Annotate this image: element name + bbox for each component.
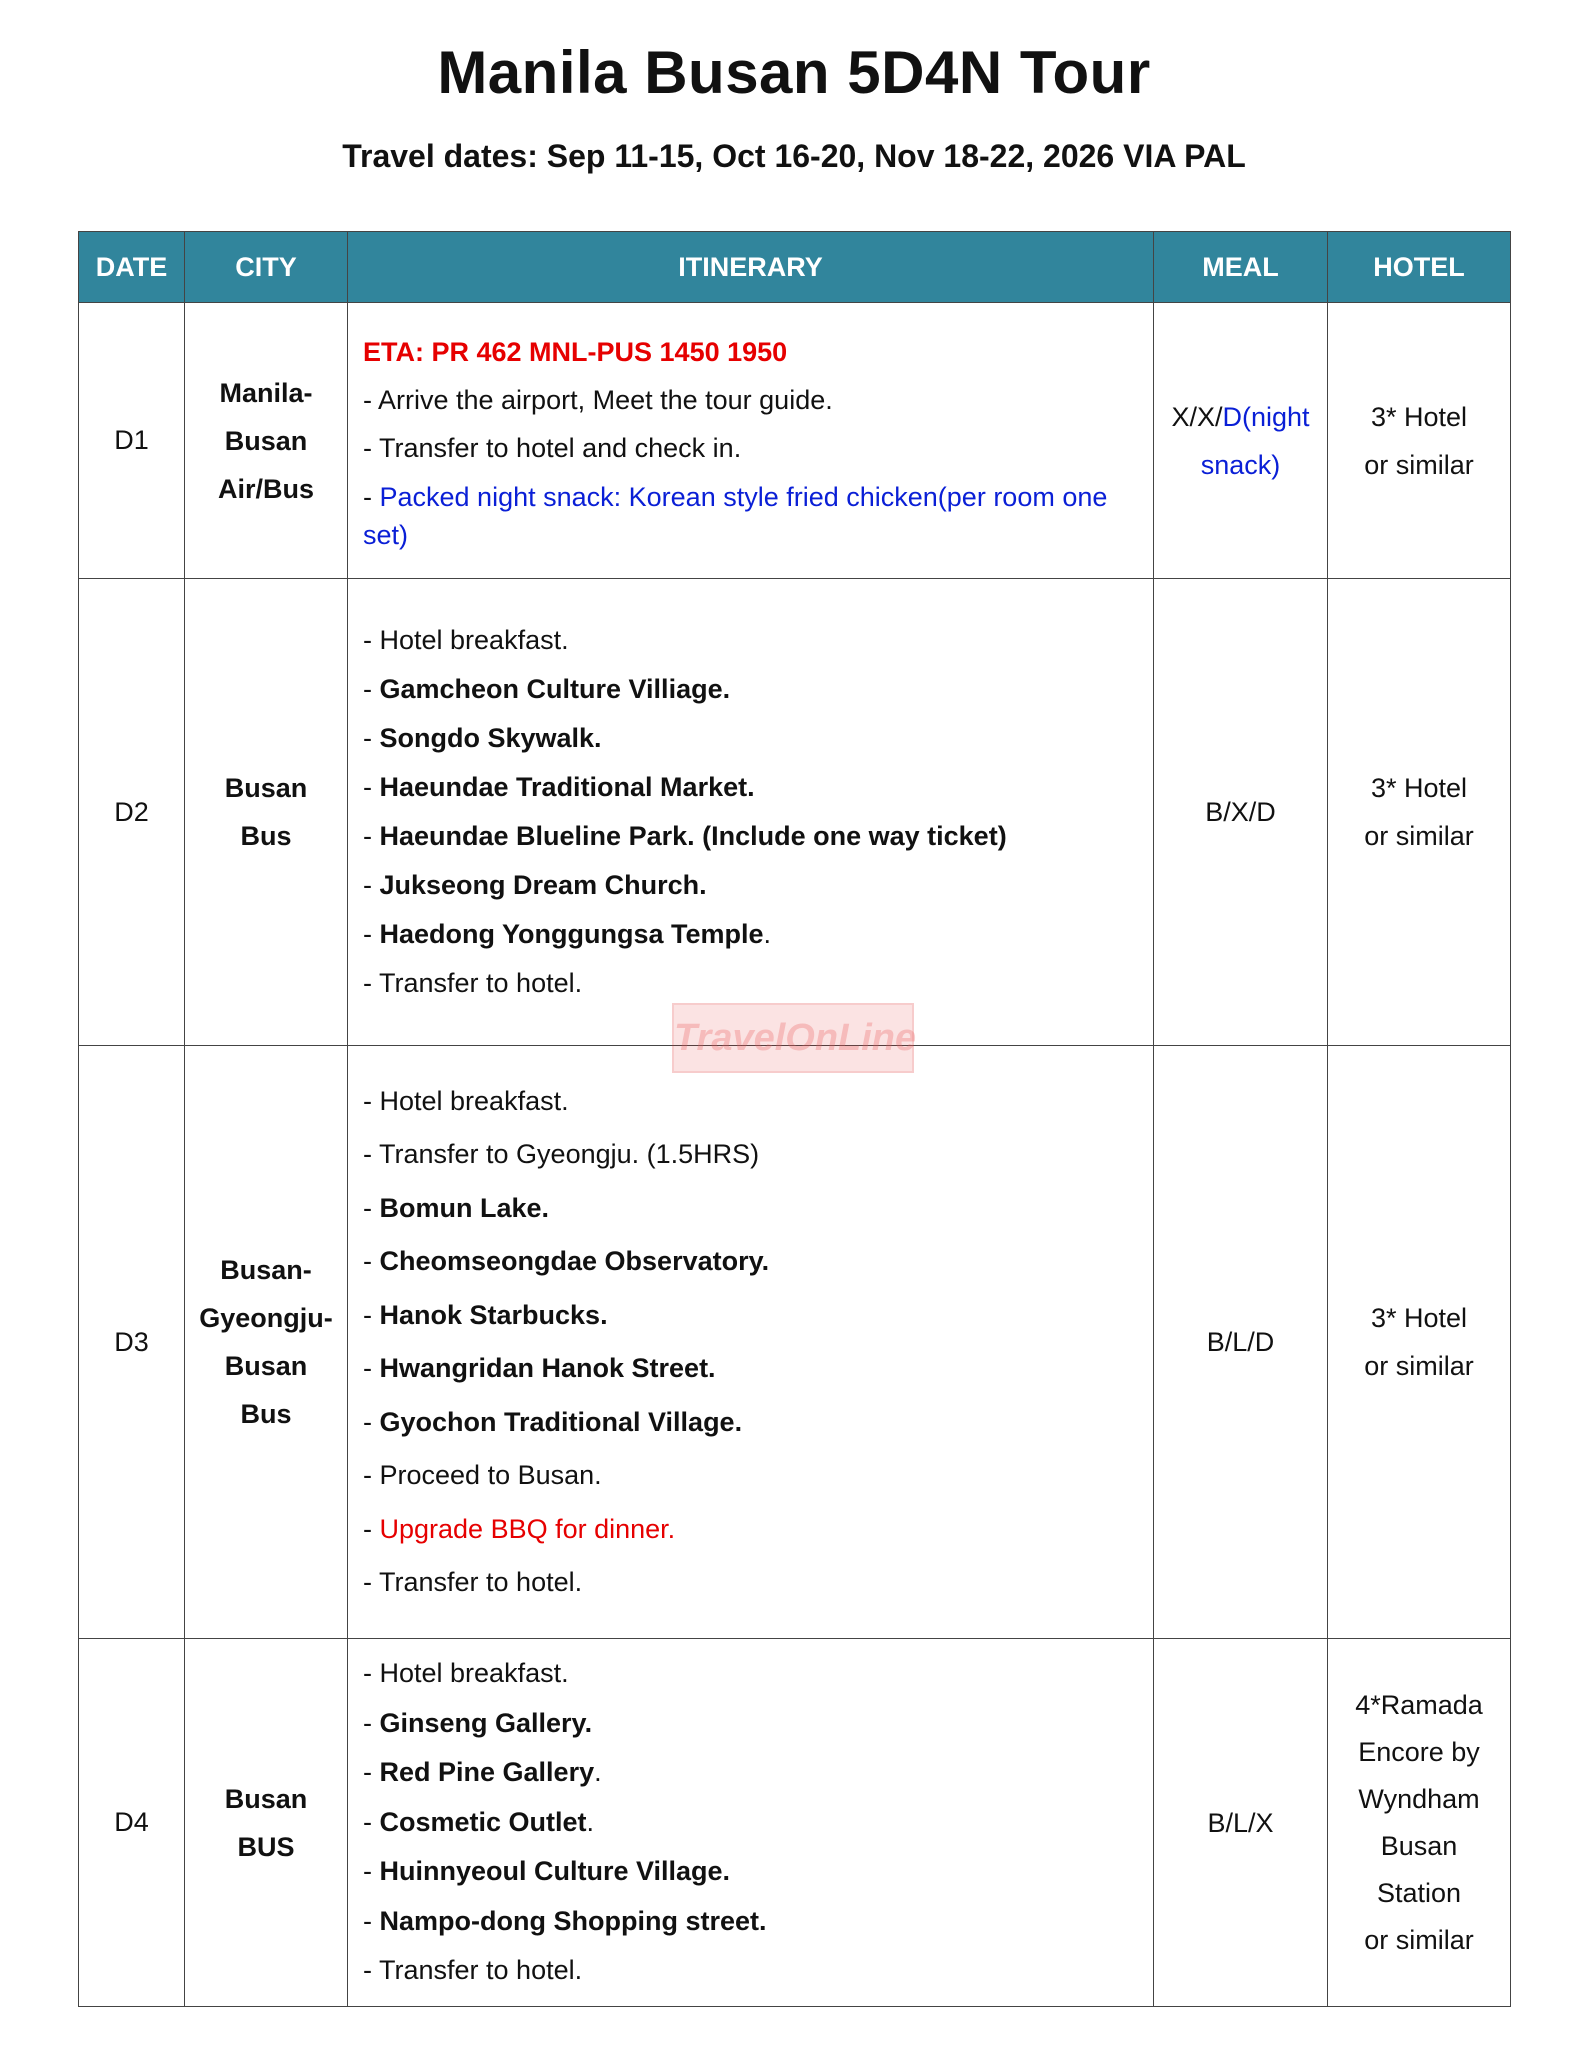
itinerary-item: - Cheomseongdae Observatory. bbox=[363, 1246, 770, 1276]
flight-info: ETA: PR 462 MNL-PUS 1450 1950 bbox=[363, 336, 788, 367]
city-line: Air/Bus bbox=[217, 473, 315, 504]
city-cell bbox=[185, 579, 348, 1046]
itinerary-cell bbox=[348, 303, 1154, 579]
city-line: Busan bbox=[224, 1351, 308, 1381]
hotel-cell bbox=[1328, 1046, 1511, 1639]
meal-cell: B/L/X bbox=[1154, 1639, 1328, 2007]
table-row bbox=[79, 1046, 1511, 1639]
table-row bbox=[79, 579, 1511, 1046]
day-cell: D1 bbox=[79, 303, 185, 579]
city-line: Busan bbox=[224, 773, 308, 803]
itinerary-cell bbox=[348, 1046, 1154, 1639]
table-row bbox=[79, 1639, 1511, 2007]
itinerary-item: - Haedong Yonggungsa Temple. bbox=[363, 919, 772, 949]
city-cell bbox=[185, 1046, 348, 1639]
hotel-line: Busan bbox=[1380, 1830, 1458, 1861]
itinerary-item: - Cosmetic Outlet. bbox=[363, 1806, 595, 1837]
hotel-line: 4*Ramada bbox=[1355, 1689, 1483, 1720]
hotel-cell bbox=[1328, 1639, 1511, 2007]
itinerary-table bbox=[78, 231, 1511, 2007]
itinerary-item: - Transfer to hotel. bbox=[363, 1567, 583, 1597]
itinerary-item: - Haeundae Traditional Market. bbox=[363, 772, 755, 802]
city-line: Busan- bbox=[220, 1255, 312, 1285]
itinerary-item: - Arrive the airport, Meet the tour guide. bbox=[363, 384, 833, 415]
city-line: Manila- bbox=[219, 377, 313, 408]
itinerary-item: - Hotel breakfast. bbox=[363, 625, 569, 655]
itinerary-item: - Gyochon Traditional Village. bbox=[363, 1406, 743, 1437]
day-cell: D2 bbox=[79, 579, 185, 1046]
meal-highlight: D(night snack) bbox=[1200, 401, 1310, 480]
city-cell bbox=[185, 1639, 348, 2007]
itinerary-item: - Hwangridan Hanok Street. bbox=[363, 1353, 716, 1383]
hotel-line: 3* Hotel bbox=[1370, 401, 1468, 432]
night-snack-note: Packed night snack: Korean style fried chicken(per room one set) bbox=[363, 481, 1108, 550]
itinerary-item: - Transfer to hotel and check in. bbox=[363, 432, 742, 463]
itinerary-item: - Jukseong Dream Church. bbox=[363, 870, 707, 900]
itinerary-item: - Hotel breakfast. bbox=[363, 1658, 569, 1689]
hotel-cell bbox=[1328, 579, 1511, 1046]
hotel-line: Wyndham bbox=[1358, 1783, 1480, 1814]
meal-cell: B/L/D bbox=[1154, 1046, 1328, 1639]
itinerary-item: - Transfer to hotel. bbox=[363, 1955, 583, 1986]
table-header-row bbox=[79, 232, 1511, 303]
itinerary-item: - Proceed to Busan. bbox=[363, 1460, 602, 1490]
day-cell: D3 bbox=[79, 1046, 185, 1639]
meal-cell: B/X/D bbox=[1154, 579, 1328, 1046]
hotel-line: Station bbox=[1376, 1877, 1462, 1908]
city-line: Busan bbox=[224, 425, 308, 456]
watermark-logo: TravelOnLine bbox=[672, 1003, 914, 1073]
hotel-line: 3* Hotel bbox=[1370, 1303, 1468, 1333]
hotel-line: or similar bbox=[1364, 449, 1474, 480]
city-line: Bus bbox=[240, 821, 292, 851]
itinerary-item: - Gamcheon Culture Villiage. bbox=[363, 674, 731, 704]
itinerary-item: - Hotel breakfast. bbox=[363, 1085, 569, 1116]
city-cell bbox=[185, 303, 348, 579]
table-row bbox=[79, 303, 1511, 579]
hotel-line: or similar bbox=[1364, 1351, 1474, 1381]
city-line: BUS bbox=[237, 1831, 295, 1862]
itinerary-item: - Nampo-dong Shopping street. bbox=[363, 1905, 767, 1936]
itinerary-item: - Huinnyeoul Culture Village. bbox=[363, 1856, 731, 1887]
hotel-line: Encore by bbox=[1358, 1736, 1480, 1767]
meal-cell: X/X/D(night snack) bbox=[1154, 303, 1328, 579]
column-header-date: DATE bbox=[79, 232, 185, 303]
day-cell: D4 bbox=[79, 1639, 185, 2007]
column-header-meal: MEAL bbox=[1154, 232, 1328, 303]
itinerary-note: - Packed night snack: Korean style fried chicken(per room one set) bbox=[363, 481, 1108, 550]
itinerary-item: - Upgrade BBQ for dinner. bbox=[363, 1513, 676, 1544]
city-line: Bus bbox=[240, 1399, 292, 1429]
city-line: Gyeongju- bbox=[199, 1303, 333, 1333]
itinerary-cell bbox=[348, 579, 1154, 1046]
city-line: Busan bbox=[224, 1783, 308, 1814]
itinerary-item: - Red Pine Gallery. bbox=[363, 1757, 602, 1788]
hotel-line: 3* Hotel bbox=[1370, 773, 1468, 803]
itinerary-item: - Transfer to Gyeongju. (1.5HRS) bbox=[363, 1139, 760, 1169]
itinerary-cell bbox=[348, 1639, 1154, 2007]
itinerary-item: - Songdo Skywalk. bbox=[363, 723, 602, 753]
column-header-city: CITY bbox=[185, 232, 348, 303]
travel-dates: Travel dates: Sep 11-15, Oct 16-20, Nov 18-22, 2026 VIA PAL bbox=[342, 138, 1246, 174]
page-title: Manila Busan 5D4N Tour bbox=[437, 39, 1151, 106]
itinerary-item: - Bomun Lake. bbox=[363, 1192, 550, 1223]
hotel-cell bbox=[1328, 303, 1511, 579]
hotel-line: or similar bbox=[1364, 821, 1474, 851]
column-header-hotel: HOTEL bbox=[1328, 232, 1511, 303]
column-header-itinerary: ITINERARY bbox=[348, 232, 1154, 303]
itinerary-item: - Transfer to hotel. bbox=[363, 968, 583, 998]
itinerary-item: - Haeundae Blueline Park. (Include one way ticket) bbox=[363, 821, 1007, 851]
hotel-line: or similar bbox=[1364, 1924, 1474, 1955]
itinerary-item: - Hanok Starbucks. bbox=[363, 1299, 608, 1330]
itinerary-item: - Ginseng Gallery. bbox=[363, 1707, 593, 1738]
